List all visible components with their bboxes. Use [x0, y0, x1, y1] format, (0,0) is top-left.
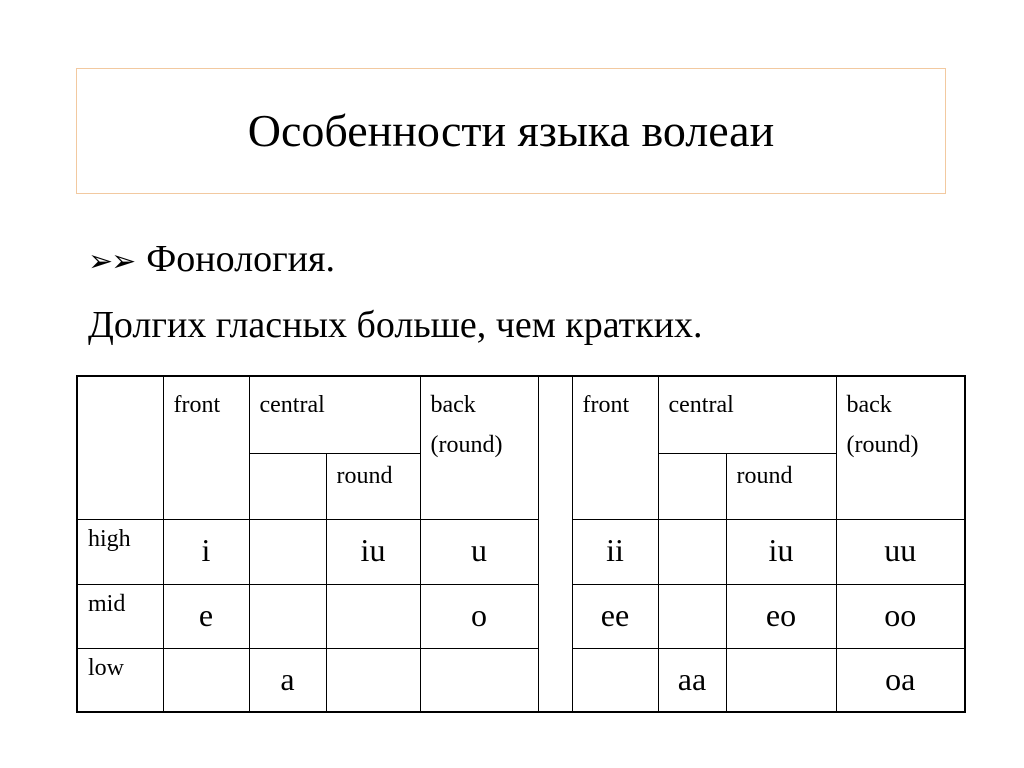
header-round: round	[326, 453, 420, 519]
header-back-long-label: back	[846, 392, 892, 418]
vowel-cell: oa	[836, 648, 965, 712]
header-central-unrounded-long	[658, 453, 726, 519]
vowel-cell: o	[420, 584, 538, 648]
header-back-long	[836, 376, 965, 519]
row-label-high: high	[77, 519, 163, 584]
table-row	[77, 584, 965, 648]
vowel-table	[76, 375, 966, 713]
header-front: front	[163, 376, 249, 519]
vowel-cell	[726, 648, 836, 712]
header-central-long: central	[658, 376, 836, 453]
vowel-cell: uu	[836, 519, 965, 584]
slide-title: Особенности языка волеаи	[247, 105, 775, 156]
vowel-cell: ii	[572, 519, 658, 584]
vowel-cell	[326, 584, 420, 648]
header-back	[420, 376, 538, 519]
vowel-cell: ee	[572, 584, 658, 648]
header-back-label: back	[430, 392, 476, 418]
corner-cell	[77, 376, 163, 519]
vowel-cell: iu	[326, 519, 420, 584]
vowel-cell: u	[420, 519, 538, 584]
header-central: central	[249, 376, 420, 453]
table-row	[77, 648, 965, 712]
header-central-unrounded	[249, 453, 326, 519]
vowel-cell	[326, 648, 420, 712]
vowel-cell	[249, 519, 326, 584]
vowel-cell: eo	[726, 584, 836, 648]
header-back-sub: (round)	[430, 432, 503, 458]
table-row	[77, 519, 965, 584]
header-back-long-sub: (round)	[846, 432, 919, 458]
header-front-long: front	[572, 376, 658, 519]
vowel-cell	[658, 519, 726, 584]
vowel-cell	[658, 584, 726, 648]
double-arrow-bullet-icon: ➢➢	[88, 244, 135, 279]
header-round-long: round	[726, 453, 836, 519]
heading-text: Фонология.	[146, 238, 336, 280]
vowel-cell: a	[249, 648, 326, 712]
subtext: Долгих гласных больше, чем кратких.	[88, 304, 703, 346]
row-label-mid: mid	[77, 584, 163, 648]
vowel-cell	[420, 648, 538, 712]
bullet-heading	[88, 234, 335, 287]
vowel-cell: oo	[836, 584, 965, 648]
title-box	[76, 68, 946, 194]
vowel-cell: e	[163, 584, 249, 648]
row-label-low: low	[77, 648, 163, 712]
vowel-cell: i	[163, 519, 249, 584]
vowel-cell: iu	[726, 519, 836, 584]
vowel-cell	[249, 584, 326, 648]
table-gap	[538, 376, 572, 712]
vowel-cell	[572, 648, 658, 712]
vowel-cell	[163, 648, 249, 712]
vowel-cell: aa	[658, 648, 726, 712]
